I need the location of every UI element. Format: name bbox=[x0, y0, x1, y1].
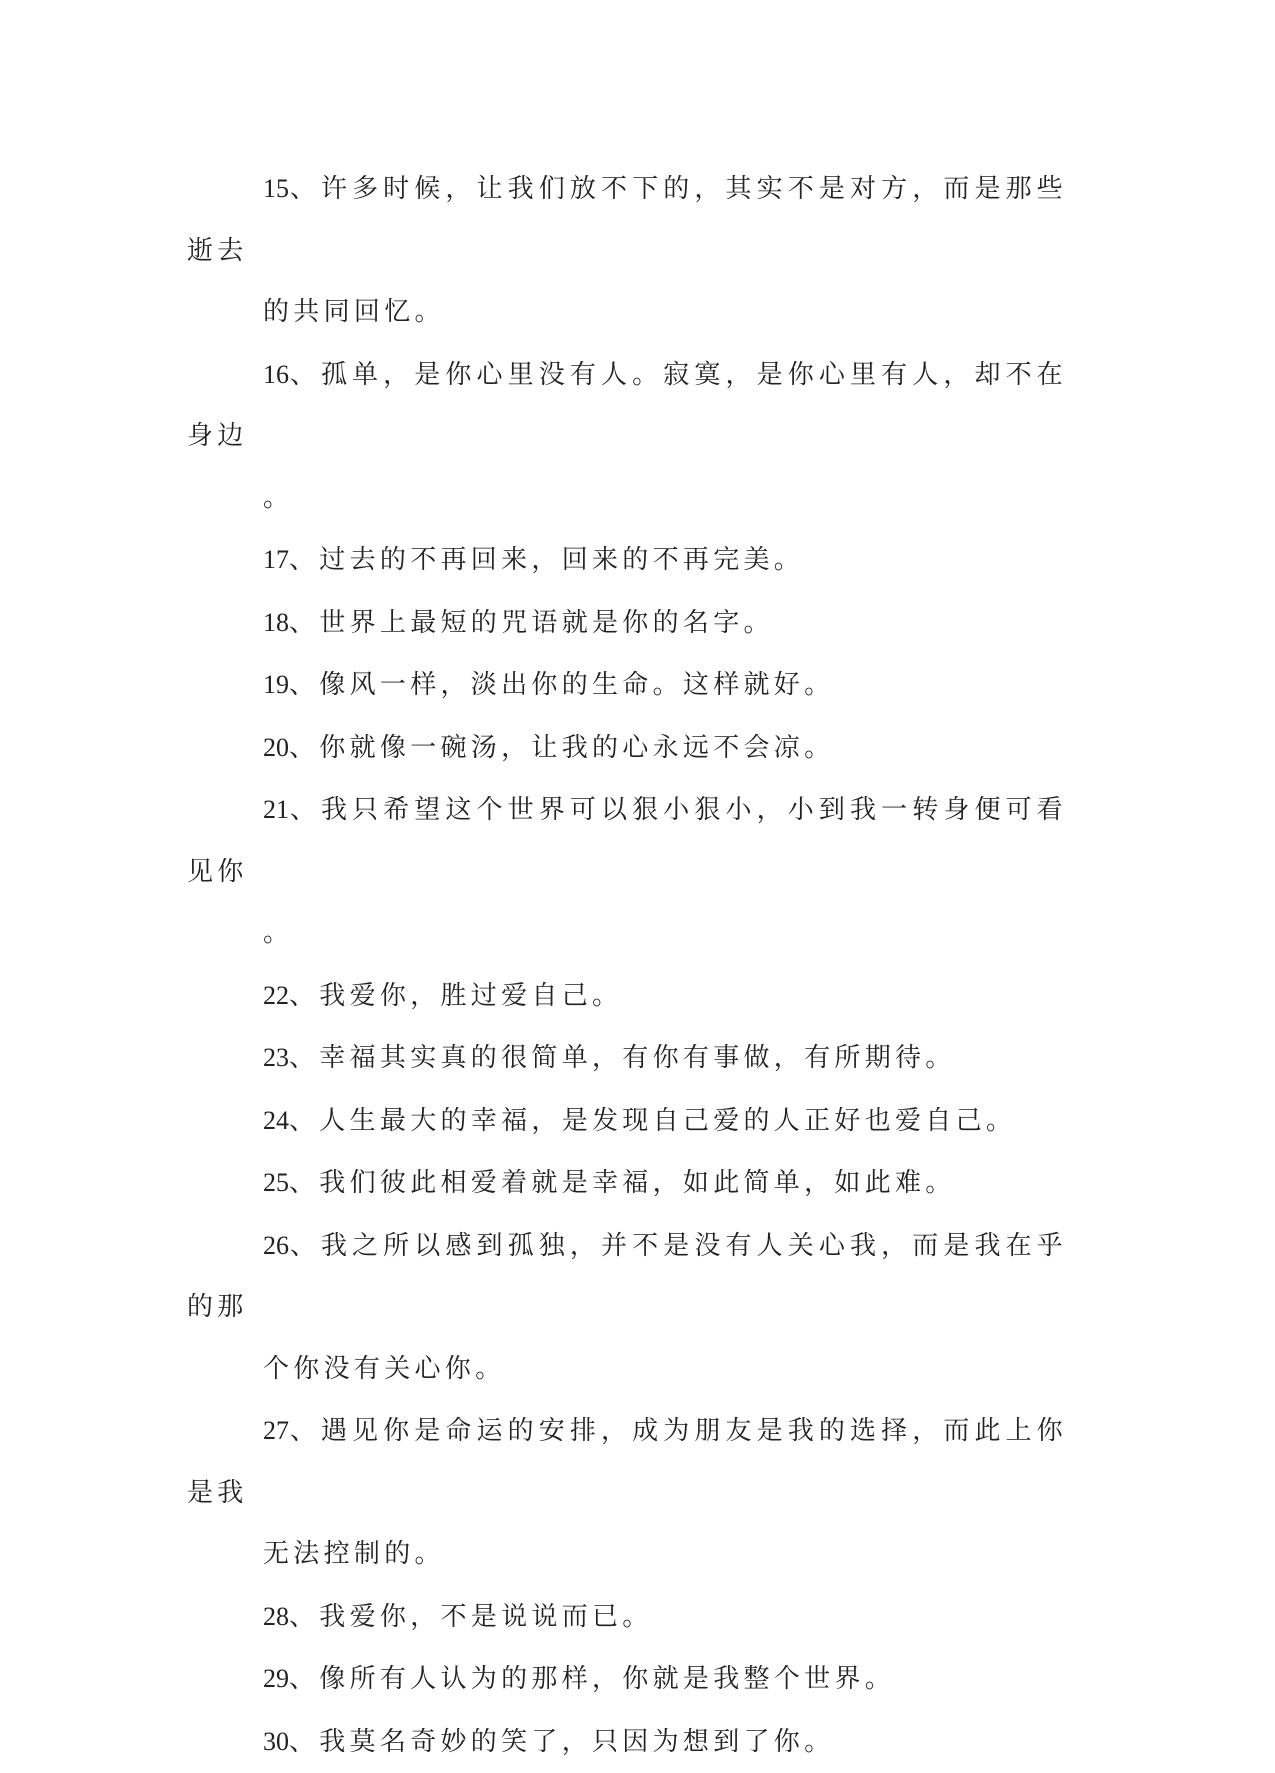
paragraph-text-continued: 。 bbox=[187, 468, 1067, 530]
paragraph-24 bbox=[187, 1090, 1067, 1153]
paragraph-text-continued: 的共同回忆。 bbox=[187, 282, 1067, 344]
paragraph-text-continued: 个你没有关心你。 bbox=[187, 1339, 1067, 1401]
paragraph-number: 24 bbox=[263, 1106, 289, 1135]
paragraph-number: 29 bbox=[263, 1664, 289, 1693]
paragraph-25 bbox=[187, 1152, 1067, 1215]
paragraph-28 bbox=[187, 1586, 1067, 1649]
document-body bbox=[187, 158, 1067, 1773]
paragraph-number: 30 bbox=[263, 1727, 289, 1756]
paragraph-number: 22 bbox=[263, 981, 289, 1010]
paragraph-number: 18 bbox=[263, 608, 289, 637]
paragraph-number: 21 bbox=[263, 795, 289, 824]
paragraph-text: 、我爱你，不是说说而已。 bbox=[289, 1602, 653, 1632]
paragraph-text: 、人生最大的幸福，是发现自己爱的人正好也爱自己。 bbox=[289, 1106, 1016, 1136]
paragraph-text: 、你就像一碗汤，让我的心永远不会凉。 bbox=[289, 733, 834, 763]
paragraph-16 bbox=[187, 344, 1067, 530]
paragraph-23 bbox=[187, 1027, 1067, 1090]
paragraph-text: 、过去的不再回来，回来的不再完美。 bbox=[289, 545, 804, 575]
paragraph-number: 23 bbox=[263, 1043, 289, 1072]
paragraph-text: 、像所有人认为的那样，你就是我整个世界。 bbox=[289, 1664, 895, 1694]
paragraph-27 bbox=[187, 1400, 1067, 1586]
paragraph-text: 、幸福其实真的很简单，有你有事做，有所期待。 bbox=[289, 1043, 956, 1073]
paragraph-text: 、遇见你是命运的安排，成为朋友是我的选择，而此上你是我 bbox=[187, 1416, 1067, 1508]
paragraph-18 bbox=[187, 592, 1067, 655]
paragraph-20 bbox=[187, 717, 1067, 780]
paragraph-text: 、世界上最短的咒语就是你的名字。 bbox=[289, 608, 774, 638]
paragraph-number: 26 bbox=[263, 1231, 289, 1260]
paragraph-26 bbox=[187, 1215, 1067, 1401]
paragraph-15 bbox=[187, 158, 1067, 344]
paragraph-number: 25 bbox=[263, 1168, 289, 1197]
paragraph-number: 28 bbox=[263, 1602, 289, 1631]
paragraph-22 bbox=[187, 965, 1067, 1028]
paragraph-text-continued: 。 bbox=[187, 903, 1067, 965]
paragraph-19 bbox=[187, 654, 1067, 717]
paragraph-text: 、我之所以感到孤独，并不是没有人关心我，而是我在乎的那 bbox=[187, 1231, 1067, 1323]
paragraph-text-continued: 无法控制的。 bbox=[187, 1524, 1067, 1586]
paragraph-number: 20 bbox=[263, 733, 289, 762]
paragraph-17 bbox=[187, 529, 1067, 592]
paragraph-text: 、我们彼此相爱着就是幸福，如此简单，如此难。 bbox=[289, 1168, 956, 1198]
paragraph-29 bbox=[187, 1648, 1067, 1711]
paragraph-21 bbox=[187, 779, 1067, 965]
paragraph-30 bbox=[187, 1711, 1067, 1773]
paragraph-text: 、像风一样，淡出你的生命。这样就好。 bbox=[289, 670, 834, 700]
paragraph-number: 16 bbox=[263, 360, 289, 389]
paragraph-number: 19 bbox=[263, 670, 289, 699]
paragraph-text: 、许多时候，让我们放不下的，其实不是对方，而是那些逝去 bbox=[187, 174, 1067, 266]
paragraph-text: 、我爱你，胜过爱自己。 bbox=[289, 981, 622, 1011]
paragraph-text: 、孤单，是你心里没有人。寂寞，是你心里有人，却不在身边 bbox=[187, 360, 1067, 452]
paragraph-number: 27 bbox=[263, 1416, 289, 1445]
paragraph-text: 、我只希望这个世界可以狠小狠小，小到我一转身便可看见你 bbox=[187, 795, 1067, 887]
paragraph-number: 17 bbox=[263, 545, 289, 574]
paragraph-text: 、我莫名奇妙的笑了，只因为想到了你。 bbox=[289, 1727, 834, 1757]
paragraph-number: 15 bbox=[263, 174, 289, 203]
